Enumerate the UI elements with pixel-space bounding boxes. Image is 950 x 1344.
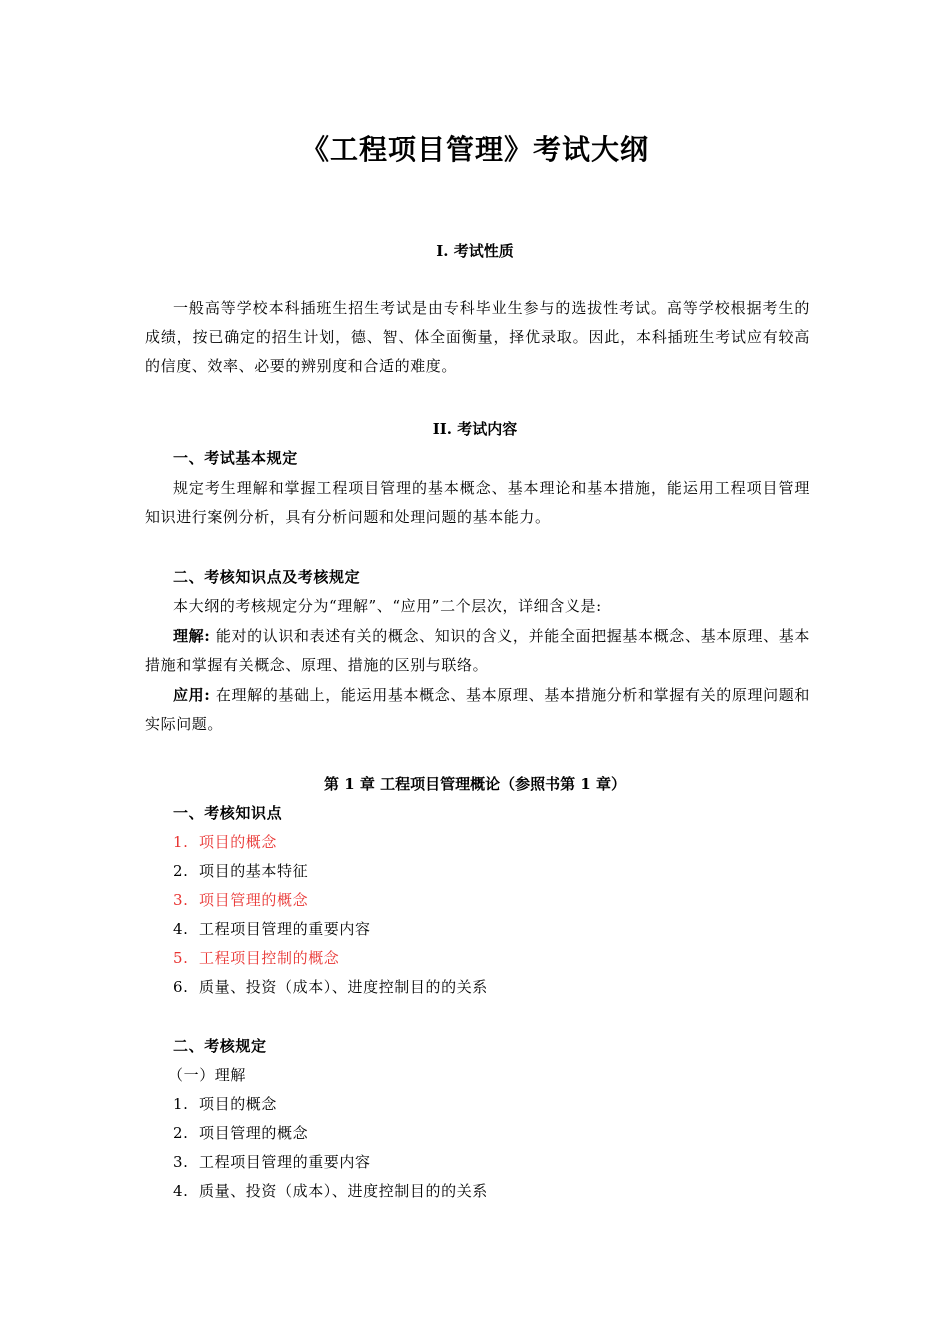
basic-rules-paragraph: 规定考生理解和掌握工程项目管理的基本概念、基本理论和基本措施，能运用工程项目管理知识进行案例分析，具有分析问题和处理问题的基本能力。: [145, 479, 810, 526]
knowledge-item: [173, 859, 810, 883]
knowledge-item-text: 项目管理的概念: [199, 891, 309, 909]
apply-text: 在理解的基础上，能运用基本概念、基本原理、基本措施分析和掌握有关的原理问题和实际问题。: [145, 686, 811, 733]
understand-item-text: 质量、投资（成本）、进度控制目的的关系: [199, 1182, 488, 1200]
understand-item-number: 1.: [173, 1095, 189, 1113]
understand-label: 理解:: [173, 627, 211, 645]
understand-item: [173, 1150, 810, 1174]
chapter-1-rules-heading: 二、考核规定: [173, 1037, 267, 1055]
knowledge-item: [173, 917, 810, 941]
knowledge-item-number: 4.: [173, 920, 189, 938]
knowledge-item-text: 工程项目控制的概念: [199, 949, 340, 967]
apply-definition: [145, 681, 810, 739]
section-heading-nature: I. 考试性质: [436, 242, 514, 260]
knowledge-item-text: 项目的基本特征: [199, 862, 309, 880]
understand-item: [173, 1092, 810, 1116]
knowledge-item-number: 1.: [173, 833, 189, 851]
subheading-basic-rules: 一、考试基本规定: [173, 449, 298, 467]
chapter-1-knowledge-heading: 一、考核知识点: [173, 804, 283, 822]
understand-definition: [145, 622, 810, 680]
understand-item-number: 2.: [173, 1124, 189, 1142]
apply-label: 应用:: [173, 686, 211, 704]
chapter-1-heading: 第 1 章 工程项目管理概论（参照书第 1 章）: [324, 775, 626, 793]
knowledge-item: [173, 830, 810, 854]
knowledge-item-number: 2.: [173, 862, 189, 880]
understand-item-text: 工程项目管理的重要内容: [199, 1153, 371, 1171]
document-title: 《工程项目管理》考试大纲: [300, 133, 649, 166]
knowledge-item-number: 3.: [173, 891, 189, 909]
knowledge-item-text: 工程项目管理的重要内容: [199, 920, 371, 938]
subheading-knowledge-points: 二、考核知识点及考核规定: [173, 568, 361, 586]
levels-intro: 本大纲的考核规定分为“理解”、“应用”二个层次，详细含义是:: [173, 597, 602, 615]
understand-item-text: 项目管理的概念: [199, 1124, 309, 1142]
understand-item-number: 4.: [173, 1182, 189, 1200]
knowledge-item-number: 6.: [173, 978, 189, 996]
section-heading-content: II. 考试内容: [432, 420, 518, 438]
knowledge-item: [173, 946, 810, 970]
understand-subheading: （一）理解: [168, 1066, 247, 1084]
understand-item: [173, 1179, 810, 1203]
understand-text: 能对的认识和表述有关的概念、知识的含义，并能全面把握基本概念、基本原理、基本措施和掌握有关概念、原理、措施的区别与联络。: [145, 627, 811, 674]
knowledge-item-text: 质量、投资（成本）、进度控制目的的关系: [199, 978, 488, 996]
knowledge-item-text: 项目的概念: [199, 833, 278, 851]
understand-item-text: 项目的概念: [199, 1095, 278, 1113]
understand-item-number: 3.: [173, 1153, 189, 1171]
knowledge-item: [173, 888, 810, 912]
understand-item: [173, 1121, 810, 1145]
knowledge-item: [173, 975, 810, 999]
nature-paragraph: 一般高等学校本科插班生招生考试是由专科毕业生参与的选拔性考试。高等学校根据考生的成绩，按已确定的招生计划，德、智、体全面衡量，择优录取。因此，本科插班生考试应有较高的信度、效率、必要的辨别度和合适的难度。: [145, 299, 810, 375]
knowledge-item-number: 5.: [173, 949, 189, 967]
